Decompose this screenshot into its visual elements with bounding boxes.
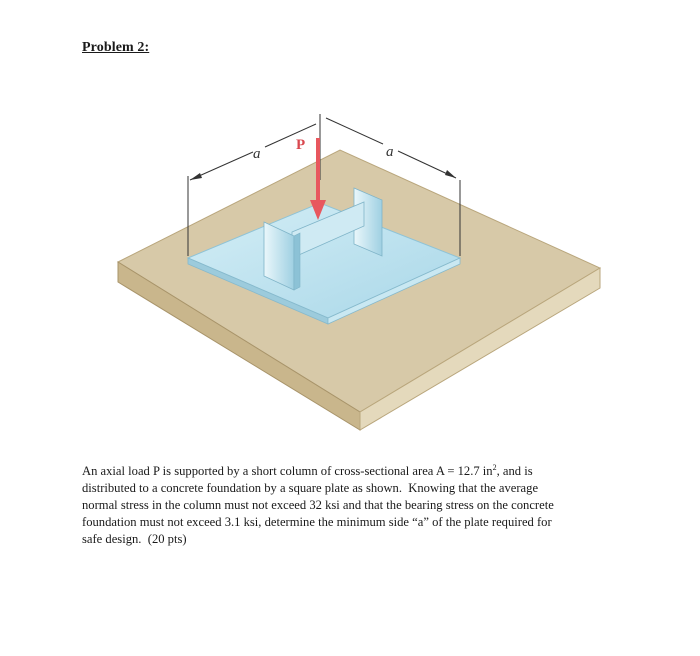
problem-line-1-post: , and is <box>496 464 533 478</box>
problem-statement <box>82 463 612 548</box>
problem-line-3: normal stress in the column must not exceed 32 ksi and that the bearing stress on the concrete <box>82 498 554 512</box>
dimension-label-a-left: a <box>253 146 261 162</box>
problem-title: Problem 2: <box>82 40 150 55</box>
problem-line-5: safe design. (20 pts) <box>82 532 187 546</box>
area-unit-exponent: 2 <box>492 462 497 472</box>
problem-line-4: foundation must not exceed 3.1 ksi, determine the minimum side “a” of the plate required for <box>82 515 552 529</box>
problem-line-2: distributed to a concrete foundation by a square plate as shown. Knowing that the average <box>82 481 539 495</box>
load-label-p: P <box>296 137 306 153</box>
problem-line-1-pre: An axial load P is supported by a short column of cross-sectional area A = 12.7 in <box>82 464 493 478</box>
dimension-label-a-right: a <box>386 144 394 160</box>
column-front-flange-side <box>294 233 300 290</box>
